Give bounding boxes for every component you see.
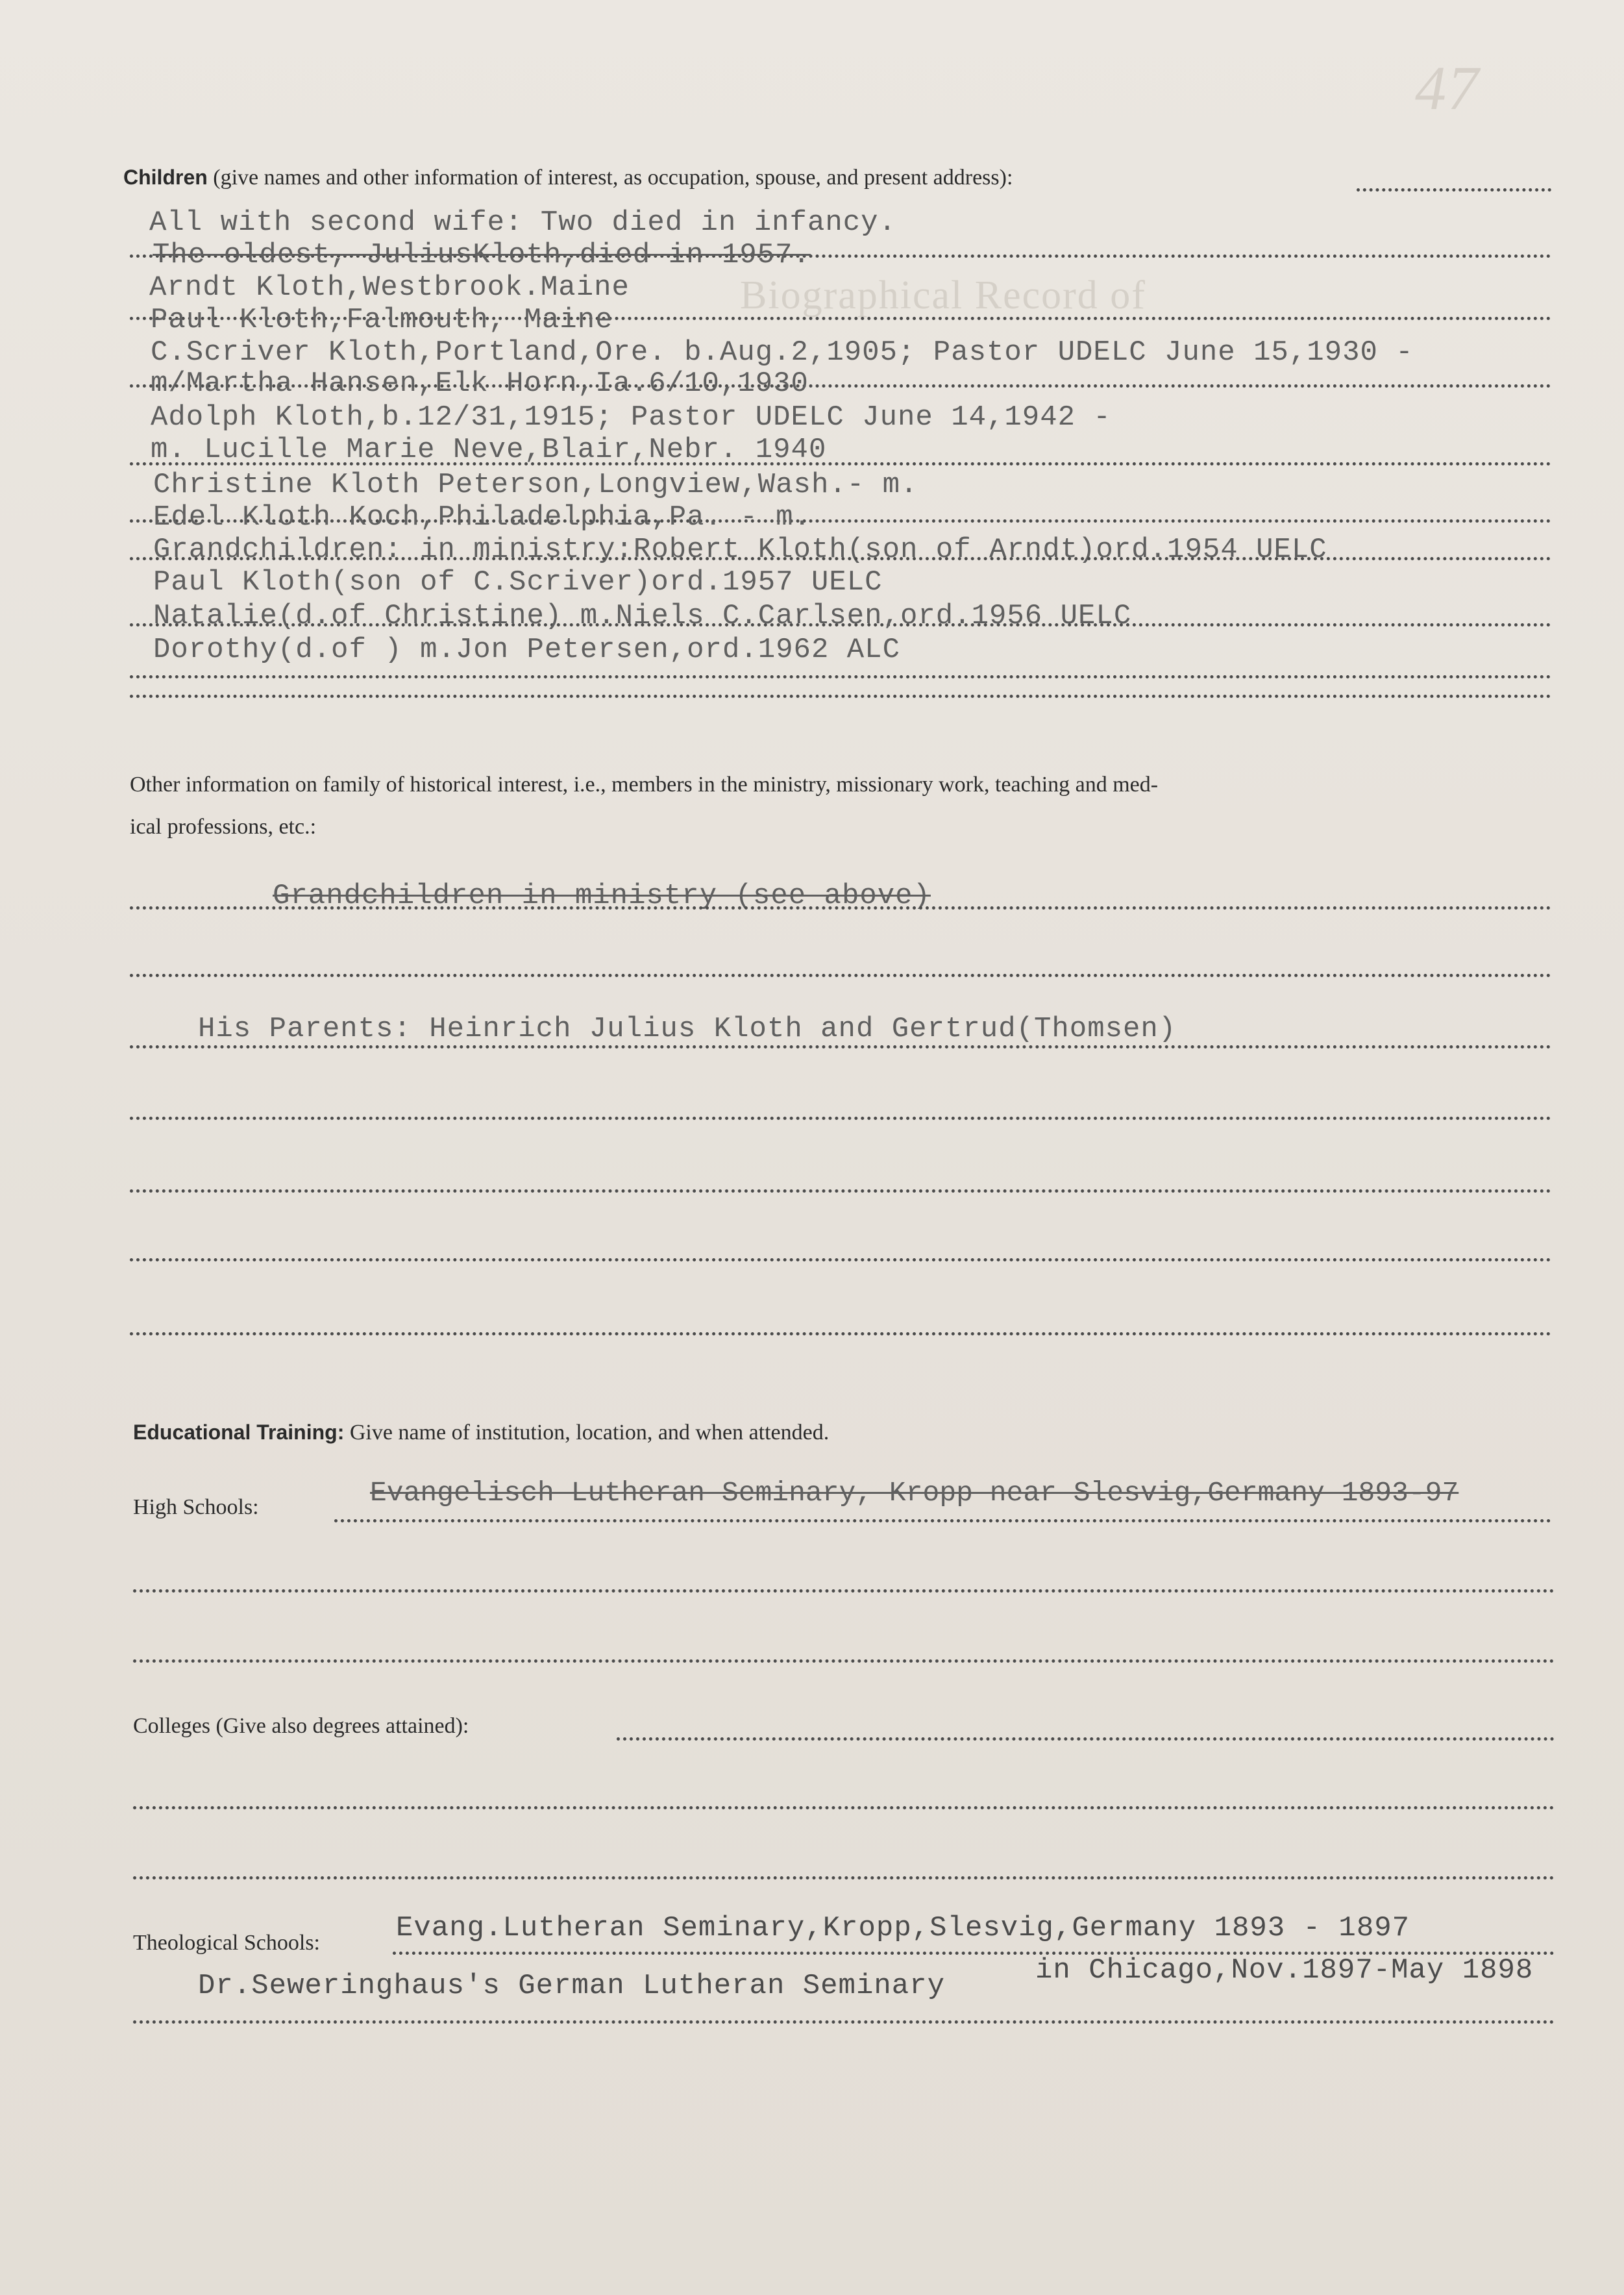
child-line: C.Scriver Kloth,Portland,Ore. b.Aug.2,1905; Pastor UDELC June 15,1930 - — [151, 336, 1414, 369]
dotted-line — [617, 1737, 1555, 1741]
education-heading-bold: Educational Training: — [133, 1420, 345, 1444]
theological-schools-value: Evang.Lutheran Seminary,Kropp,Slesvig,Germany 1893 - 1897 — [396, 1912, 1410, 1944]
other-info-entry: His Parents: Heinrich Julius Kloth and Gertrud(Thomsen) — [198, 1013, 1177, 1045]
dotted-line — [133, 1806, 1555, 1809]
child-line: Grandchildren: in ministry:Robert Kloth(son of Arndt)ord.1954 UELC — [153, 534, 1327, 566]
dotted-line — [130, 1189, 1551, 1193]
child-line: The oldest, JuliusKloth,died in 1957. — [153, 239, 811, 271]
dotted-line — [130, 1045, 1551, 1048]
child-line: All with second wife: Two died in infancy. — [149, 206, 896, 239]
dotted-line — [133, 1659, 1555, 1663]
dotted-line — [133, 1589, 1555, 1593]
child-line: Paul Kloth,Falmouth, Maine — [151, 304, 613, 336]
high-schools-label: High Schools: — [133, 1495, 259, 1519]
dotted-line — [334, 1519, 1551, 1522]
education-heading — [133, 1420, 829, 1445]
dotted-line — [130, 1117, 1551, 1120]
dotted-line — [130, 675, 1551, 678]
child-line: Natalie(d.of Christine) m.Niels C.Carlsen,ord.1956 UELC — [153, 600, 1132, 632]
colleges-label: Colleges (Give also degrees attained): — [133, 1714, 469, 1738]
bleed-through-text: Biographical Record of — [740, 273, 1146, 317]
children-heading — [123, 166, 1013, 190]
dotted-line — [130, 1258, 1551, 1261]
theological-schools-label: Theological Schools: — [133, 1931, 321, 1955]
education-heading-rest: Give name of institution, location, and when attended. — [349, 1420, 830, 1445]
dotted-line — [130, 974, 1551, 977]
dotted-line — [130, 695, 1551, 698]
other-info-heading-cont: ical professions, etc.: — [130, 815, 317, 839]
other-info-heading: Other information on family of historical interest, i.e., members in the ministry, missionary work, teaching and med- — [130, 773, 1159, 797]
child-line: Christine Kloth Peterson,Longview,Wash.- m. — [153, 469, 918, 501]
high-schools-value: Evangelisch Lutheran Seminary, Kropp near Slesvig,Germany 1893-97 — [370, 1477, 1459, 1509]
children-heading-rest: (give names and other information of interest, as occupation, spouse, and present address): — [213, 166, 1013, 190]
child-line: Edel Kloth Koch,Philadelphia,Pa. - m. — [153, 501, 811, 534]
other-info-entry: Grandchildren in ministry (see above) — [273, 880, 931, 912]
dotted-line — [1357, 188, 1551, 192]
child-line: Paul Kloth(son of C.Scriver)ord.1957 UELC — [153, 566, 883, 599]
child-line: Adolph Kloth,b.12/31,1915; Pastor UDELC June 14,1942 - — [151, 401, 1111, 434]
theological-schools-value-cont2: in Chicago,Nov.1897-May 1898 — [1035, 1954, 1534, 1987]
dotted-line — [130, 906, 1551, 910]
dotted-line — [133, 1876, 1555, 1879]
child-line: m/Martha Hansen,Elk Horn,Ia.6/10,1930 — [151, 367, 809, 400]
page-number-mark: 47 — [1415, 53, 1480, 123]
children-heading-bold: Children — [123, 166, 208, 189]
dotted-line — [133, 2020, 1555, 2024]
child-line: Arndt Kloth,Westbrook.Maine — [149, 271, 630, 304]
dotted-line — [130, 557, 1551, 560]
child-line: Dorothy(d.of ) m.Jon Petersen,ord.1962 ALC — [153, 634, 900, 666]
theological-schools-value-cont: Dr.Seweringhaus's German Lutheran Seminary — [198, 1970, 945, 2002]
dotted-line — [130, 1332, 1551, 1335]
child-line: m. Lucille Marie Neve,Blair,Nebr. 1940 — [151, 434, 827, 466]
